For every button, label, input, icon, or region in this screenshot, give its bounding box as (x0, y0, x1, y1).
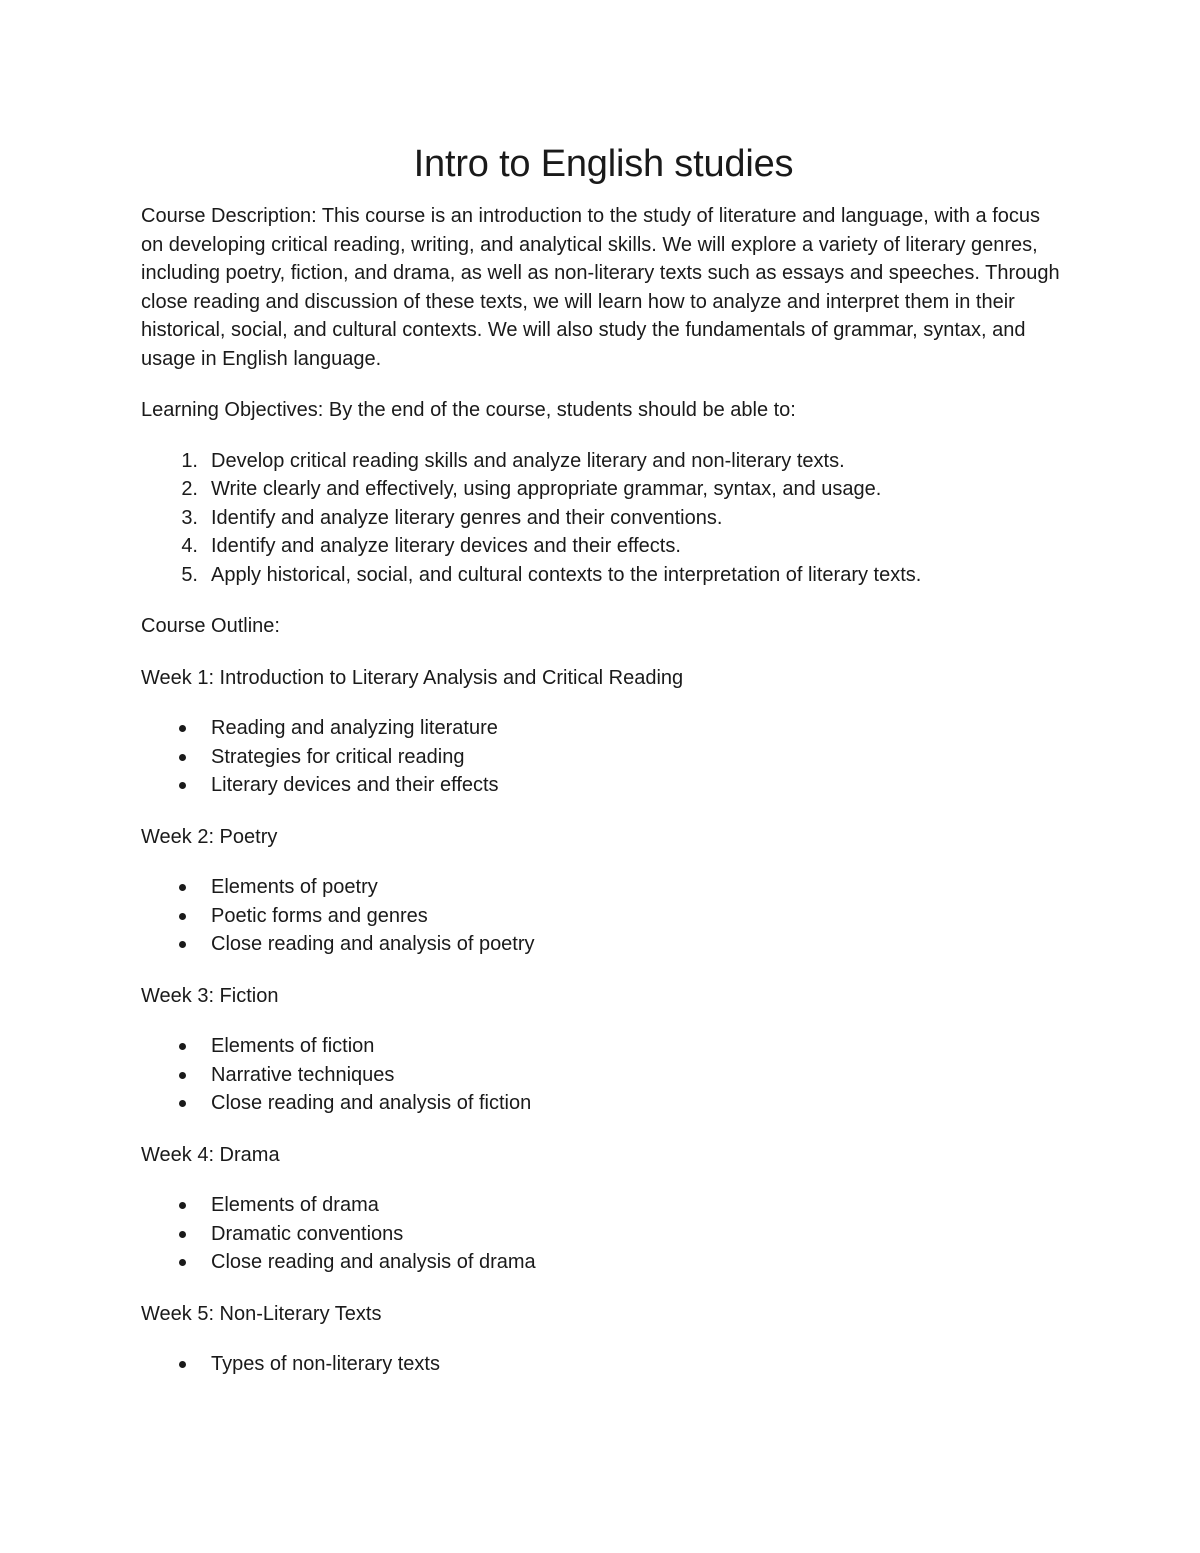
list-item-text: Apply historical, social, and cultural contexts to the interpretation of literary texts. (211, 563, 922, 586)
list-item-text: Close reading and analysis of poetry (211, 933, 535, 955)
list-item (141, 504, 1066, 533)
list-item-text: Develop critical reading skills and analyze literary and non-literary texts. (211, 449, 845, 472)
list-item-text: Write clearly and effectively, using appropriate grammar, syntax, and usage. (211, 478, 882, 500)
list-item (141, 930, 1066, 959)
list-item (141, 1350, 1066, 1379)
list-item-text: Elements of drama (211, 1194, 379, 1216)
list-item-text: Literary devices and their effects (211, 774, 499, 796)
week-topics-list (141, 1032, 1066, 1118)
week-topics-list (141, 1191, 1066, 1277)
list-number: 2. (181, 478, 198, 500)
week-heading: Week 4: Drama (141, 1143, 280, 1166)
list-item (141, 475, 1066, 504)
week-heading: Week 3: Fiction (141, 984, 279, 1007)
list-item (141, 1089, 1066, 1118)
list-item (141, 532, 1066, 561)
list-item-text: Dramatic conventions (211, 1222, 404, 1245)
list-item (141, 1032, 1066, 1061)
list-item (141, 771, 1066, 800)
bullet-icon (179, 1202, 186, 1209)
list-item-text: Reading and analyzing literature (211, 717, 498, 739)
list-item-text: Elements of fiction (211, 1035, 375, 1057)
list-item-text: Poetic forms and genres (211, 904, 428, 927)
document-page (141, 140, 1066, 1379)
bullet-icon (179, 1231, 186, 1238)
week-heading: Week 2: Poetry (141, 825, 278, 848)
list-item (141, 1061, 1066, 1090)
bullet-icon (179, 941, 186, 948)
week-topics-list (141, 1350, 1066, 1379)
list-item-text: Elements of poetry (211, 876, 378, 898)
document-title: Intro to English studies (413, 143, 794, 185)
list-item (141, 873, 1066, 902)
list-item (141, 714, 1066, 743)
list-number: 3. (181, 506, 198, 529)
list-item-text: Identify and analyze literary genres and their conventions. (211, 506, 723, 529)
list-item-text: Narrative techniques (211, 1063, 395, 1086)
bullet-icon (179, 754, 186, 761)
list-item (141, 1191, 1066, 1220)
list-item (141, 1220, 1066, 1249)
list-item (141, 447, 1066, 476)
bullet-icon (179, 1259, 186, 1266)
week-topics-list (141, 714, 1066, 800)
bullet-icon (179, 1361, 186, 1368)
list-item-text: Strategies for critical reading (211, 745, 465, 768)
week-heading: Week 5: Non-Literary Texts (141, 1302, 382, 1325)
list-item (141, 743, 1066, 772)
list-item (141, 1248, 1066, 1277)
list-number: 5. (181, 563, 198, 586)
week-heading: Week 1: Introduction to Literary Analysis and Critical Reading (141, 666, 684, 689)
bullet-icon (179, 1072, 186, 1079)
week-topics-list (141, 873, 1066, 959)
list-item (141, 561, 1066, 590)
bullet-icon (179, 913, 186, 920)
objectives-list (141, 447, 1066, 590)
bullet-icon (179, 884, 186, 891)
bullet-icon (179, 782, 186, 789)
bullet-icon (179, 1100, 186, 1107)
outline-heading: Course Outline: (141, 615, 280, 637)
objectives-intro: Learning Objectives: By the end of the course, students should be able to: (141, 399, 796, 421)
list-item-text: Close reading and analysis of drama (211, 1251, 536, 1273)
list-item-text: Identify and analyze literary devices and their effects. (211, 535, 681, 557)
list-number: 4. (181, 535, 198, 557)
list-item-text: Types of non-literary texts (211, 1353, 440, 1375)
list-number: 1. (181, 449, 198, 472)
bullet-icon (179, 1043, 186, 1050)
bullet-icon (179, 725, 186, 732)
course-description: Course Description: This course is an introduction to the study of literature and language, with a focus on developing critical reading, writing, and analytical skills. We will explore a variety of literary genres, including poetry, fiction, and drama, as well as non-literary texts such as essays and speeches. Through close reading and discussion of these texts, we will learn how to analyze and interpret them in their historical, social, and cultural contexts. We will also study the fundamentals of grammar, syntax, and usage in English language. (141, 205, 1060, 370)
list-item-text: Close reading and analysis of fiction (211, 1092, 532, 1114)
list-item (141, 902, 1066, 931)
